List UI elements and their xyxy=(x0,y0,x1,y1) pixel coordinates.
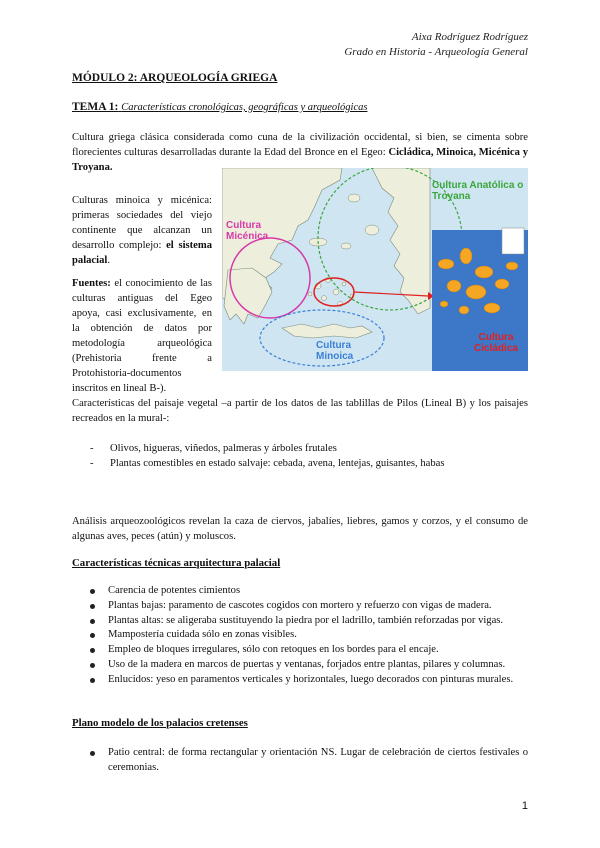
course-name: Grado en Historia - Arqueología General xyxy=(344,46,528,58)
bullet-icon xyxy=(90,751,95,756)
cultures-bold: el sistema palacial xyxy=(72,240,212,266)
cultures-paragraph xyxy=(72,193,212,268)
palace-plan-list xyxy=(90,746,528,776)
tema-label: TEMA 1: xyxy=(72,101,119,113)
vegetation-paragraph: Características del paisaje vegetal –a partir de los datos de las tablillas de Pilos (Lineal B) y los paisajes recreados en la mural-: xyxy=(72,398,528,424)
label-micenica: Cultura Micénica xyxy=(226,220,269,242)
cultures-end: . xyxy=(107,255,110,266)
bullet-icon xyxy=(90,678,95,683)
list-item: Enlucidos: yeso en paramentos verticales y horizontales, luego decorados con pinturas murales. xyxy=(90,673,528,688)
label-anatolica: Cultura Anatólica o Troyana xyxy=(432,180,524,202)
bullet-icon xyxy=(90,619,95,624)
label-cicladica: Cultura Cicládica xyxy=(474,332,518,354)
sources-label: Fuentes: xyxy=(72,278,111,289)
architecture-list xyxy=(90,584,528,688)
architecture-title: Características técnicas arquitectura palacial xyxy=(72,557,281,569)
palace-plan-title: Plano modelo de los palacios cretenses xyxy=(72,717,248,729)
bullet-icon xyxy=(90,663,95,668)
intro-text: Cultura griega clásica considerada como cuna de la civilización occidental, si bien, se cimenta sobre florecientes culturas desarrolladas durante la Edad del Bronce en el Egeo: xyxy=(72,132,528,158)
cultures-text: Culturas minoica y micénica: primeras sociedades del viejo continente que alcanzan un desarrollo complejo: xyxy=(72,195,212,251)
list-item: Plantas bajas: paramento de cascotes cogidos con mortero y refuerzo con vigas de madera. xyxy=(90,599,528,614)
list-item: Patio central: de forma rectangular y orientación NS. Lugar de celebración de ciertos festivales o ceremonias. xyxy=(90,746,528,776)
bullet-icon xyxy=(90,633,95,638)
page-number: 1 xyxy=(521,800,528,812)
list-item: - Plantas comestibles en estado salvaje: cebada, avena, lentejas, guisantes, habas xyxy=(90,456,528,471)
vegetation-list xyxy=(90,441,528,471)
list-item: Mampostería cuidada sólo en zonas visibles. xyxy=(90,628,528,643)
tema-heading xyxy=(72,101,367,113)
tema-title: Características cronológicas, geográficas y arqueológicas xyxy=(121,102,368,113)
list-item: - Olivos, higueras, viñedos, palmeras y árboles frutales xyxy=(90,441,528,456)
author-name: Aixa Rodríguez Rodríguez xyxy=(411,31,528,43)
list-item: Uso de la madera en marcos de puertas y ventanas, forjados entre plantas, pilares y columnas. xyxy=(90,658,528,673)
zoo-paragraph: Análisis arqueozoológicos revelan la caza de ciervos, jabalíes, liebres, gamos y corzos, y el consumo de algunas aves, peces (atún) y moluscos. xyxy=(72,516,528,542)
bullet-icon xyxy=(90,648,95,653)
sources-paragraph xyxy=(72,276,212,396)
page-header xyxy=(344,30,528,60)
label-minoica: Cultura Minoica xyxy=(316,340,354,362)
list-item: Carencia de potentes cimientos xyxy=(90,584,528,599)
list-item: Empleo de bloques irregulares, sólo con retoques en los bordes para el encaje. xyxy=(90,643,528,658)
bullet-icon xyxy=(90,604,95,609)
module-title: MÓDULO 2: ARQUEOLOGÍA GRIEGA xyxy=(72,72,278,84)
inset-locator xyxy=(502,228,524,254)
bullet-icon xyxy=(90,589,95,594)
sources-text: el conocimiento de las culturas antiguas del Egeo apoya, casi exclusivamente, en la obtención de datos por metodología arqueológica (Prehistoria frente a Protohistoria-documentos inscritos en lineal B-). xyxy=(72,278,212,394)
intro-cultures: Cicládica, Minoica, Micénica y Troyana. xyxy=(72,147,529,173)
list-item: Plantas altas: se aligeraba sustituyendo la piedra por el ladrillo, también reforzadas por vigas. xyxy=(90,614,528,629)
